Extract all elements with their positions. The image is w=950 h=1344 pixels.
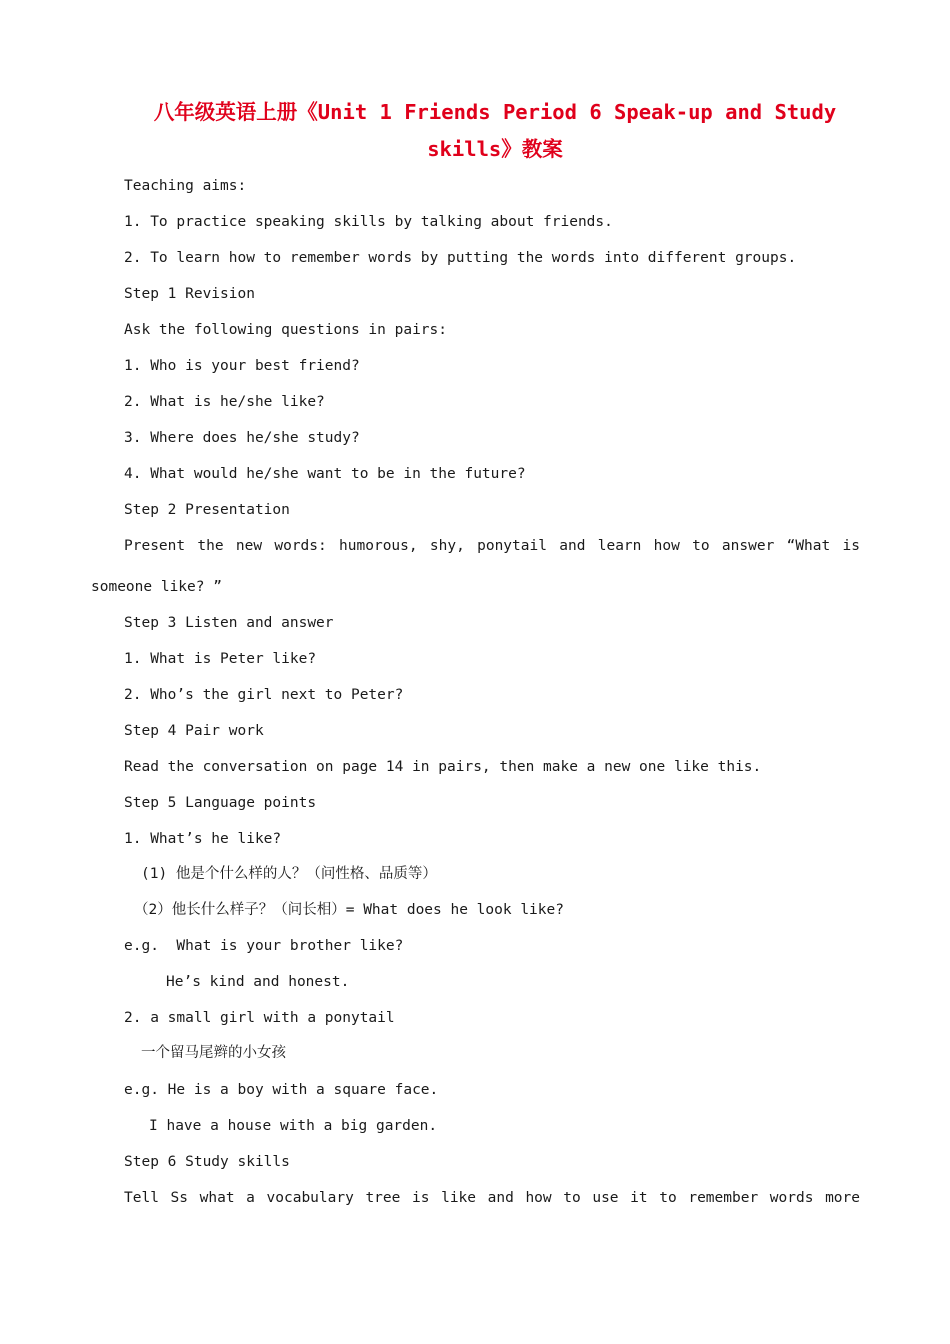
example-2b: I have a house with a big garden.	[149, 1118, 438, 1134]
presentation-line: Present the new words: humorous, shy, ponytail and learn how to answer “What is	[124, 538, 860, 554]
question-3: 3. Where does he/she study?	[124, 430, 360, 446]
instruction-line: Ask the following questions in pairs:	[124, 322, 448, 338]
presentation-continuation: someone like? ”	[91, 579, 222, 595]
teaching-aims-heading: Teaching aims:	[124, 178, 247, 194]
example-1-answer: He’s kind and honest.	[166, 974, 350, 990]
step-1-heading: Step 1 Revision	[124, 286, 255, 302]
study-skills-line: Tell Ss what a vocabulary tree is like and how to use it to remember words more	[124, 1190, 860, 1206]
question-1: 1. Who is your best friend?	[124, 358, 360, 374]
aim-1: 1. To practice speaking skills by talking about friends.	[124, 214, 613, 230]
question-2: 2. What is he/she like?	[124, 394, 325, 410]
example-1: e.g. What is your brother like?	[124, 938, 404, 954]
title-line-1: 八年级英语上册《Unit 1 Friends Period 6 Speak-up and Study	[153, 100, 837, 124]
pair-work-line: Read the conversation on page 14 in pairs, then make a new one like this.	[124, 759, 762, 775]
listen-question-1: 1. What is Peter like?	[124, 651, 317, 667]
language-point-2-translation: 一个留马尾辫的小女孩	[141, 1045, 286, 1061]
step-6-heading: Step 6 Study skills	[124, 1154, 290, 1170]
aim-2: 2. To learn how to remember words by putting the words into different groups.	[124, 250, 797, 266]
step-5-heading: Step 5 Language points	[124, 795, 317, 811]
example-2: e.g. He is a boy with a square face.	[124, 1082, 439, 1098]
listen-question-2: 2. Who’s the girl next to Peter?	[124, 687, 404, 703]
language-point-2: 2. a small girl with a ponytail	[124, 1010, 395, 1026]
meaning-2: （2）他长什么样子？（问长相）= What does he look like?	[134, 902, 564, 918]
language-point-1: 1. What’s he like?	[124, 831, 282, 847]
meaning-1: (1) 他是个什么样的人？（问性格、品质等）	[141, 866, 437, 882]
step-4-heading: Step 4 Pair work	[124, 723, 264, 739]
title-line-2: skills》教案	[427, 137, 563, 161]
step-2-heading: Step 2 Presentation	[124, 502, 290, 518]
page-title	[150, 94, 840, 168]
question-4: 4. What would he/she want to be in the future?	[124, 466, 526, 482]
step-3-heading: Step 3 Listen and answer	[124, 615, 334, 631]
